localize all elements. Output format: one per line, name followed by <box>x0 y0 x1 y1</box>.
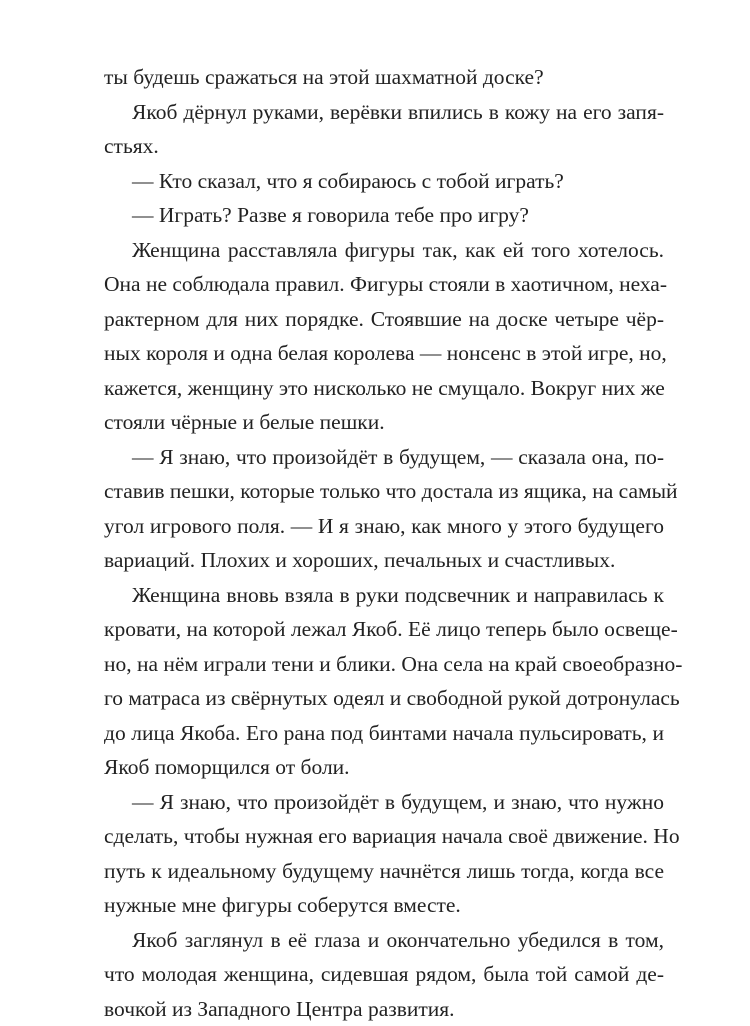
text-line: — Я знаю, что произойдёт в будущем, и знаю, что нужно <box>104 785 664 820</box>
text-line: Якоб поморщился от боли. <box>104 750 664 785</box>
text-line: ставив пешки, которые только что достала из ящика, на самый <box>104 474 664 509</box>
text-line: до лица Якоба. Его рана под бинтами начала пульсировать, и <box>104 716 664 751</box>
text-line: Якоб заглянул в её глаза и окончательно убедился в том, <box>104 923 664 958</box>
text-line: но, на нём играли тени и блики. Она села на край своеобразно- <box>104 647 664 682</box>
text-line: Женщина расставляла фигуры так, как ей того хотелось. <box>104 233 664 268</box>
page-text <box>104 60 664 1026</box>
text-line: стояли чёрные и белые пешки. <box>104 405 664 440</box>
text-line: — Играть? Разве я говорила тебе про игру? <box>104 198 664 233</box>
text-line: ты будешь сражаться на этой шахматной доске? <box>104 60 664 95</box>
text-line: Женщина вновь взяла в руки подсвечник и направилась к <box>104 578 664 613</box>
text-line: вариаций. Плохих и хороших, печальных и счастливых. <box>104 543 664 578</box>
text-line: вочкой из Западного Центра развития. <box>104 992 664 1026</box>
text-line: го матраса из свёрнутых одеял и свободной рукой дотронулась <box>104 681 664 716</box>
text-line: — Я знаю, что произойдёт в будущем, — сказала она, по- <box>104 440 664 475</box>
text-line: нужные мне фигуры соберутся вместе. <box>104 888 664 923</box>
text-line: кажется, женщину это нисколько не смущало. Вокруг них же <box>104 371 664 406</box>
text-line: путь к идеальному будущему начнётся лишь тогда, когда все <box>104 854 664 889</box>
text-line: — Кто сказал, что я собираюсь с тобой играть? <box>104 164 664 199</box>
text-line: ных короля и одна белая королева — нонсенс в этой игре, но, <box>104 336 664 371</box>
text-line: Она не соблюдала правил. Фигуры стояли в хаотичном, неха- <box>104 267 664 302</box>
text-line: угол игрового поля. — И я знаю, как много у этого будущего <box>104 509 664 544</box>
text-line: рактерном для них порядке. Стоявшие на доске четыре чёр- <box>104 302 664 337</box>
text-line: сделать, чтобы нужная его вариация начала своё движение. Но <box>104 819 664 854</box>
text-line: стьях. <box>104 129 664 164</box>
text-line: что молодая женщина, сидевшая рядом, была той самой де- <box>104 957 664 992</box>
text-line: кровати, на которой лежал Якоб. Её лицо теперь было освеще- <box>104 612 664 647</box>
text-line: Якоб дёрнул руками, верёвки впились в кожу на его запя- <box>104 95 664 130</box>
